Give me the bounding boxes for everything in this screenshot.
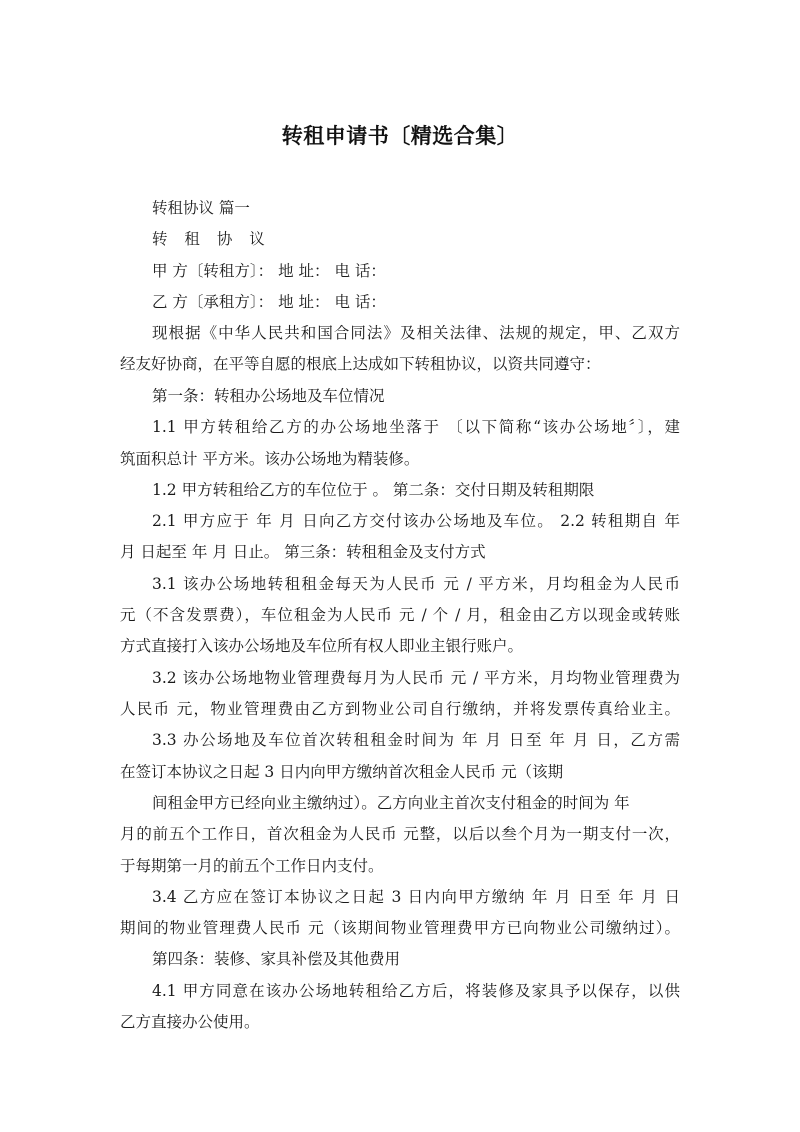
paragraph-line: 筑面积总计 平方米。该办公场地为精装修。 bbox=[120, 450, 420, 468]
paragraph-line: 月的前五个工作日，首次租金为人民币 元整，以后以叁个月为一期支付一次， bbox=[120, 825, 680, 843]
paragraph-line: 现根据《中华人民共和国合同法》及相关法律、法规的规定，甲、乙双方 bbox=[152, 324, 680, 342]
paragraph-line: 3.2 该办公场地物业管理费每月为人民币 元 / 平方米，月均物业管理费为 bbox=[152, 669, 680, 687]
paragraph-line: 间租金甲方已经向业主缴纳过）。乙方向业主首次支付租金的时间为 年 bbox=[152, 794, 630, 812]
paragraph-line: 元（不含发票费），车位租金为人民币 元 / 个 / 月，租金由乙方以现金或转账 bbox=[120, 606, 680, 624]
section-heading: 转租协议 篇一 bbox=[152, 199, 250, 217]
paragraph-line: 月 日起至 年 月 日止。 第三条：转租租金及支付方式 bbox=[120, 543, 486, 561]
article-heading: 第一条：转租办公场地及车位情况 bbox=[152, 387, 385, 405]
paragraph-line: 人民币 元，物业管理费由乙方到物业公司自行缴纳，并将发票传真给业主。 bbox=[120, 700, 680, 718]
paragraph-line: 经友好协商，在平等自愿的根底上达成如下转租协议，以资共同遵守： bbox=[120, 355, 601, 373]
paragraph-line: 1.1 甲方转租给乙方的办公场地坐落于 〔以下简称“该办公场地〞〕，建 bbox=[152, 418, 680, 436]
paragraph-line: 方式直接打入该办公场地及车位所有权人即业主银行账户。 bbox=[120, 637, 524, 655]
paragraph-line: 4.1 甲方同意在该办公场地转租给乙方后，将装修及家具予以保存，以供 bbox=[152, 982, 680, 1000]
paragraph-line: 于每期第一月的前五个工作日内支付。 bbox=[120, 857, 384, 875]
paragraph-line: 2.1 甲方应于 年 月 日向乙方交付该办公场地及车位。 2.2 转租期自 年 bbox=[152, 512, 680, 530]
paragraph-line: 3.3 办公场地及车位首次转租租金时间为 年 月 日至 年 月 日，乙方需 bbox=[152, 731, 680, 749]
paragraph-line: 3.1 该办公场地转租租金每天为人民币 元 / 平方米，月均租金为人民币 bbox=[152, 575, 680, 593]
article-heading: 第四条：装修、家具补偿及其他费用 bbox=[152, 950, 401, 968]
paragraph-line: 期间的物业管理费人民币 元（该期间物业管理费甲方已向物业公司缴纳过）。 bbox=[120, 919, 680, 937]
paragraph-line: 3.4 乙方应在签订本协议之日起 3 日内向甲方缴纳 年 月 日至 年 月 日 bbox=[152, 888, 680, 906]
party-b-line: 乙 方〔承租方〕： 地 址： 电 话： bbox=[152, 293, 386, 311]
document-title: 转租申请书〔精选合集〕 bbox=[281, 124, 519, 148]
paragraph-line: 在签订本协议之日起 3 日内向甲方缴纳首次租金人民币 元（该期 bbox=[120, 763, 564, 781]
party-a-line: 甲 方〔转租方〕： 地 址： 电 话： bbox=[152, 262, 386, 280]
paragraph-line: 1.2 甲方转租给乙方的车位位于 。 第二条：交付日期及转租期限 bbox=[152, 481, 595, 499]
agreement-heading: 转 租 协 议 bbox=[152, 230, 271, 248]
paragraph-line: 乙方直接办公使用。 bbox=[120, 1013, 260, 1031]
